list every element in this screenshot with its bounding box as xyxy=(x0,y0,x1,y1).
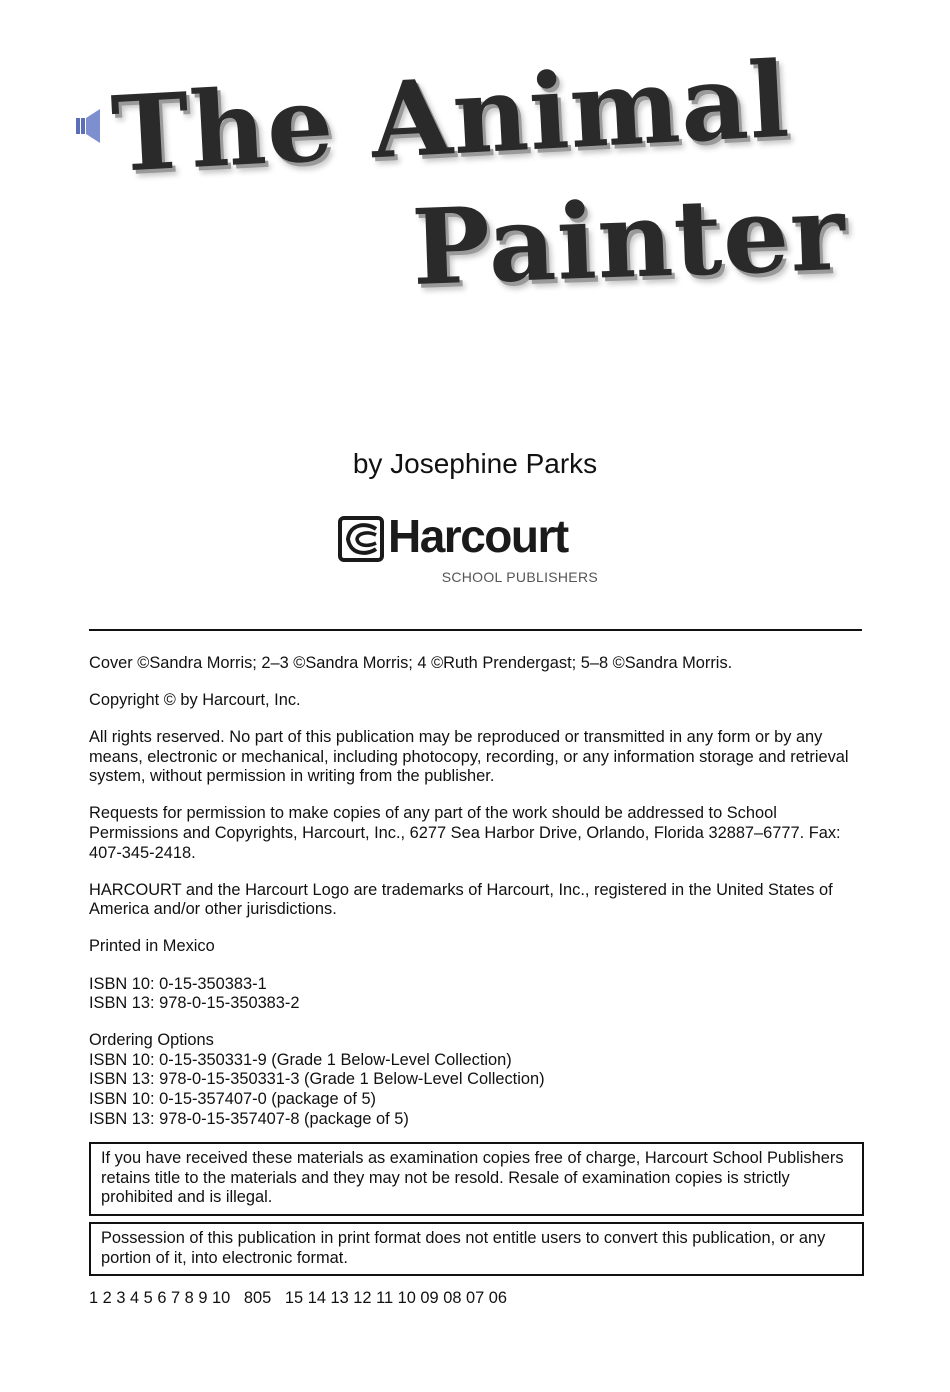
copyright-notice: Copyright © by Harcourt, Inc. xyxy=(89,691,301,710)
isbn-10: ISBN 10: 0-15-350383-1 xyxy=(89,974,267,993)
ordering-options xyxy=(89,1031,864,1129)
publisher-subtitle: SCHOOL PUBLISHERS xyxy=(441,569,598,585)
print-line: 1 2 3 4 5 6 7 8 9 10 805 15 14 13 12 11 10 09 08 07 06 xyxy=(89,1289,508,1308)
ordering-item: ISBN 13: 978-0-15-350331-3 (Grade 1 Below-Level Collection) xyxy=(89,1070,545,1089)
copyright-page xyxy=(89,654,864,1309)
isbn-13: ISBN 13: 978-0-15-350383-2 xyxy=(89,994,300,1013)
examination-copy-notice: If you have received these materials as examination copies free of charge, Harcourt School Publishers retains title to the materials and they may not be resold. Resale of examination copies is strictly prohibited and is illegal. xyxy=(89,1142,864,1216)
printed-in: Printed in Mexico xyxy=(89,937,215,956)
ordering-item: ISBN 13: 978-0-15-357407-8 (package of 5) xyxy=(89,1109,409,1128)
trademark-notice: HARCOURT and the Harcourt Logo are trademarks of Harcourt, Inc., registered in the United States of America and/or other jurisdictions. xyxy=(89,880,833,919)
harcourt-logo xyxy=(338,510,600,588)
book-title-line-2: Painter xyxy=(409,170,848,309)
photo-credits: Cover ©Sandra Morris; 2–3 ©Sandra Morris; 4 ©Ruth Prendergast; 5–8 ©Sandra Morris. xyxy=(89,654,733,672)
electronic-format-notice: Possession of this publication in print format does not entitle users to convert this publication, or any portion of it, into electronic format. xyxy=(89,1222,864,1276)
speaker-icon[interactable] xyxy=(76,109,102,143)
harcourt-logo-mark-icon xyxy=(338,516,384,562)
book-title-line-1: The Animal xyxy=(108,37,793,196)
ordering-item: ISBN 10: 0-15-350331-9 (Grade 1 Below-Level Collection) xyxy=(89,1050,512,1069)
ordering-item: ISBN 10: 0-15-357407-0 (package of 5) xyxy=(89,1090,377,1108)
permission-requests: Requests for permission to make copies of any part of the work should be addressed to School Permissions and Copyrights, Harcourt, Inc., 6277 Sea Harbor Drive, Orlando, Florida 32887–6777. Fax: 407-345-2418. xyxy=(89,804,841,862)
divider-rule xyxy=(89,629,862,631)
rights-reserved: All rights reserved. No part of this publication may be reproduced or transmitted in any form or by any means, electronic or mechanical, including photocopy, recording, or any information storage and retrieval system, without permission in writing from the publisher. xyxy=(89,728,849,786)
publisher-name: Harcourt xyxy=(388,510,568,562)
isbn-block xyxy=(89,975,864,1014)
ordering-heading: Ordering Options xyxy=(89,1031,214,1050)
author-byline: by Josephine Parks xyxy=(352,448,598,479)
